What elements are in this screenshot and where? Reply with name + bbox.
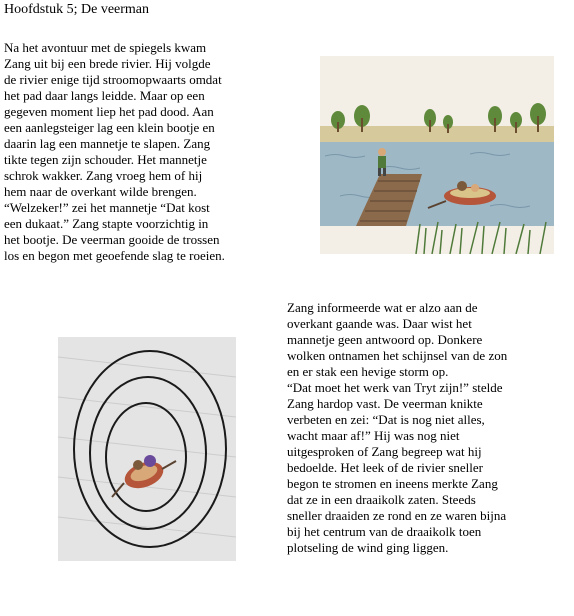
text-line: tikte tegen zijn schouder. Het mannetje xyxy=(4,152,207,167)
text-line: bedoelde. Het leek of de rivier sneller xyxy=(287,460,483,475)
text-line: sneller draaiden ze rond en ze waren bijna xyxy=(287,508,507,523)
text-line: schrok wakker. Zang vroeg hem of hij xyxy=(4,168,203,183)
whirlpool-drawing-icon xyxy=(58,337,236,561)
text-line: verbeten en zei: “Dat is nog niet alles, xyxy=(287,412,485,427)
whirlpool-illustration xyxy=(58,337,236,561)
text-line: hem naar de overkant wilde brengen. xyxy=(4,184,197,199)
chapter-title: Hoofdstuk 5; De veerman xyxy=(4,2,150,17)
text-line: los en begon met geoefende slag te roeien. xyxy=(4,248,225,263)
paragraph-one xyxy=(4,40,294,264)
ferryman-dock-drawing-icon xyxy=(320,56,554,254)
text-line: een dukaat.” Zang stapte voorzichtig in xyxy=(4,216,209,231)
text-line: het pad daar langs leidde. Maar op een xyxy=(4,88,205,103)
text-line: mannetje geen antwoord op. Donkere xyxy=(287,332,483,347)
text-line: een aanlegsteiger lag een klein bootje en xyxy=(4,120,215,135)
ferryman-dock-illustration xyxy=(320,56,554,254)
text-line: begon te stromen en ineens merkte Zang xyxy=(287,476,498,491)
text-line: Zang hardop vast. De veerman knikte xyxy=(287,396,483,411)
text-line: uitgesproken of Zang begreep wat hij xyxy=(287,444,482,459)
text-line: Zang uit bij een brede rivier. Hij volgde xyxy=(4,56,211,71)
text-line: daarin lag een mannetje te slapen. Zang xyxy=(4,136,211,151)
text-line: dat ze in een draaikolk zaten. Steeds xyxy=(287,492,476,507)
text-line: Zang informeerde wat er alzo aan de xyxy=(287,300,478,315)
text-line: en er stak een hevige storm op. xyxy=(287,364,449,379)
text-line: overkant gaande was. Daar wist het xyxy=(287,316,472,331)
text-line: de rivier enige tijd stroomopwaarts omdat xyxy=(4,72,222,87)
text-line: gegeven moment liep het pad dood. Aan xyxy=(4,104,214,119)
paragraph-two xyxy=(287,300,572,556)
text-line: het bootje. De veerman gooide de trossen xyxy=(4,232,220,247)
text-line: bij het centrum van de draaikolk toen xyxy=(287,524,482,539)
text-line: wacht maar af!” Hij was nog niet xyxy=(287,428,460,443)
text-line: Na het avontuur met de spiegels kwam xyxy=(4,40,207,55)
text-line: plotseling de wind ging liggen. xyxy=(287,540,449,555)
text-line: “Welzeker!” zei het mannetje “Dat kost xyxy=(4,200,210,215)
text-line: “Dat moet het werk van Tryt zijn!” stelde xyxy=(287,380,503,395)
text-line: wolken ontnamen het schijnsel van de zon xyxy=(287,348,508,363)
